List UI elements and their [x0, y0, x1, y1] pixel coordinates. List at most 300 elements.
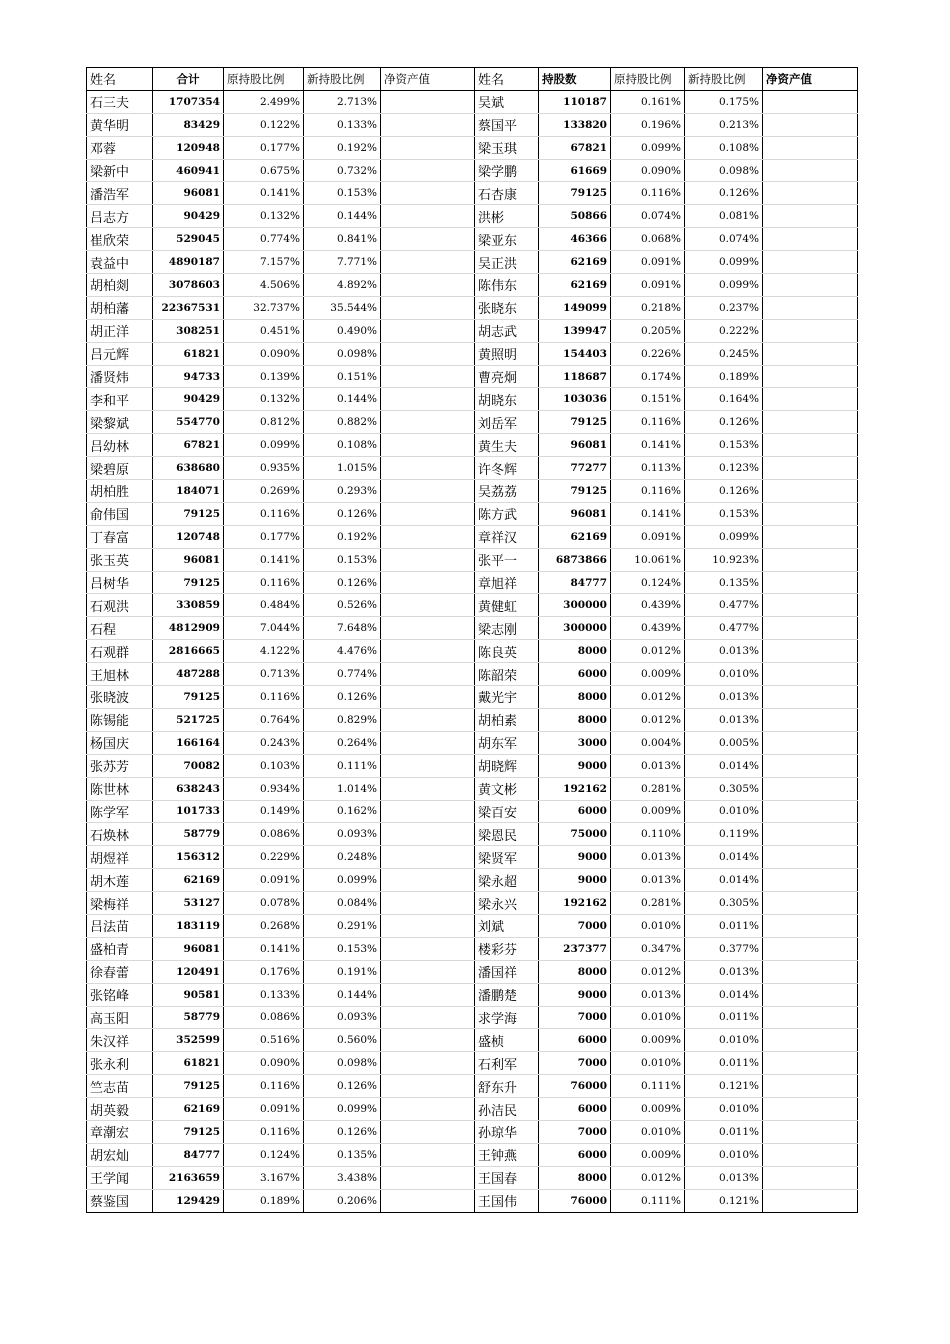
left-net-asset-cell: [381, 411, 475, 434]
left-share-count: 4890187: [153, 251, 224, 274]
table-row: [87, 823, 858, 846]
left-shareholder-name: 胡煜祥: [87, 846, 153, 869]
left-shareholder-name: 黄华明: [87, 113, 153, 136]
right-original-ratio: 0.013%: [611, 846, 685, 869]
right-original-ratio: 0.111%: [611, 1189, 685, 1212]
right-original-ratio: 0.012%: [611, 708, 685, 731]
left-share-count: 79125: [153, 502, 224, 525]
right-shareholder-name: 盛桢: [475, 1029, 539, 1052]
table-row: [87, 205, 858, 228]
right-share-count: 7000: [539, 1120, 611, 1143]
left-net-asset-cell: [381, 1029, 475, 1052]
left-share-count: 22367531: [153, 296, 224, 319]
right-net-asset-cell: [763, 113, 858, 136]
left-new-ratio: 0.093%: [304, 1006, 381, 1029]
right-new-ratio: 0.377%: [685, 937, 763, 960]
right-shareholder-name: 王国春: [475, 1166, 539, 1189]
left-new-ratio: 0.841%: [304, 228, 381, 251]
right-share-count: 79125: [539, 411, 611, 434]
right-new-ratio: 0.189%: [685, 365, 763, 388]
right-shareholder-name: 潘国祥: [475, 960, 539, 983]
right-new-ratio: 0.010%: [685, 1029, 763, 1052]
left-share-count: 90429: [153, 388, 224, 411]
table-row: [87, 663, 858, 686]
left-shareholder-name: 张苏芳: [87, 754, 153, 777]
left-share-count: 3078603: [153, 274, 224, 297]
left-shareholder-name: 梁新中: [87, 159, 153, 182]
left-net-asset-cell: [381, 388, 475, 411]
left-net-asset-cell: [381, 594, 475, 617]
right-new-ratio: 0.013%: [685, 1166, 763, 1189]
right-shareholder-name: 梁永超: [475, 869, 539, 892]
left-share-count: 53127: [153, 892, 224, 915]
left-original-ratio: 0.091%: [224, 1098, 304, 1121]
right-shareholder-name: 章祥汉: [475, 525, 539, 548]
left-shareholder-name: 陈锡能: [87, 708, 153, 731]
table-body: [87, 68, 858, 1213]
right-shareholder-name: 许冬辉: [475, 457, 539, 480]
left-net-asset-cell: [381, 823, 475, 846]
left-net-asset-cell: [381, 90, 475, 113]
left-net-asset-cell: [381, 1120, 475, 1143]
right-new-ratio: 0.099%: [685, 525, 763, 548]
left-share-count: 120948: [153, 136, 224, 159]
header-total: 合计: [153, 68, 224, 91]
left-new-ratio: 0.099%: [304, 869, 381, 892]
table-row: [87, 640, 858, 663]
left-share-count: 120748: [153, 525, 224, 548]
right-net-asset-cell: [763, 823, 858, 846]
table-row: [87, 90, 858, 113]
left-new-ratio: 0.151%: [304, 365, 381, 388]
left-original-ratio: 0.091%: [224, 869, 304, 892]
right-net-asset-cell: [763, 800, 858, 823]
left-new-ratio: 0.126%: [304, 1120, 381, 1143]
table-row: [87, 754, 858, 777]
table-row: [87, 1075, 858, 1098]
left-original-ratio: 0.099%: [224, 434, 304, 457]
right-original-ratio: 0.013%: [611, 983, 685, 1006]
right-net-asset-cell: [763, 1166, 858, 1189]
left-original-ratio: 0.122%: [224, 113, 304, 136]
left-share-count: 79125: [153, 571, 224, 594]
right-net-asset-cell: [763, 1052, 858, 1075]
table-row: [87, 937, 858, 960]
right-net-asset-cell: [763, 434, 858, 457]
right-share-count: 8000: [539, 708, 611, 731]
right-shareholder-name: 黄文彬: [475, 777, 539, 800]
table-row: [87, 365, 858, 388]
left-share-count: 90581: [153, 983, 224, 1006]
left-new-ratio: 7.771%: [304, 251, 381, 274]
right-new-ratio: 0.013%: [685, 640, 763, 663]
left-share-count: 62169: [153, 869, 224, 892]
header-net-asset-right: 净资产值: [763, 68, 858, 91]
left-net-asset-cell: [381, 708, 475, 731]
right-original-ratio: 0.091%: [611, 251, 685, 274]
left-shareholder-name: 吕志方: [87, 205, 153, 228]
left-shareholder-name: 张铭峰: [87, 983, 153, 1006]
header-row: [87, 68, 858, 91]
right-net-asset-cell: [763, 159, 858, 182]
right-share-count: 192162: [539, 777, 611, 800]
left-net-asset-cell: [381, 960, 475, 983]
right-original-ratio: 0.151%: [611, 388, 685, 411]
right-share-count: 103036: [539, 388, 611, 411]
right-original-ratio: 0.141%: [611, 434, 685, 457]
left-new-ratio: 0.291%: [304, 914, 381, 937]
right-shareholder-name: 楼彩芬: [475, 937, 539, 960]
left-net-asset-cell: [381, 731, 475, 754]
right-net-asset-cell: [763, 892, 858, 915]
left-new-ratio: 0.098%: [304, 342, 381, 365]
table-row: [87, 800, 858, 823]
right-new-ratio: 0.153%: [685, 434, 763, 457]
left-shareholder-name: 石焕林: [87, 823, 153, 846]
right-shareholder-name: 洪彬: [475, 205, 539, 228]
right-new-ratio: 0.305%: [685, 892, 763, 915]
right-net-asset-cell: [763, 640, 858, 663]
left-original-ratio: 2.499%: [224, 90, 304, 113]
right-shareholder-name: 梁贤军: [475, 846, 539, 869]
left-new-ratio: 0.153%: [304, 182, 381, 205]
right-shareholder-name: 潘鹏楚: [475, 983, 539, 1006]
right-share-count: 62169: [539, 251, 611, 274]
right-net-asset-cell: [763, 1075, 858, 1098]
right-share-count: 6000: [539, 1029, 611, 1052]
table-row: [87, 1098, 858, 1121]
right-new-ratio: 0.237%: [685, 296, 763, 319]
left-new-ratio: 3.438%: [304, 1166, 381, 1189]
left-net-asset-cell: [381, 274, 475, 297]
right-net-asset-cell: [763, 502, 858, 525]
table-row: [87, 274, 858, 297]
right-share-count: 3000: [539, 731, 611, 754]
left-original-ratio: 0.149%: [224, 800, 304, 823]
right-shareholder-name: 胡志武: [475, 319, 539, 342]
right-net-asset-cell: [763, 663, 858, 686]
table-row: [87, 251, 858, 274]
left-share-count: 156312: [153, 846, 224, 869]
left-new-ratio: 0.126%: [304, 1075, 381, 1098]
right-net-asset-cell: [763, 594, 858, 617]
left-shareholder-name: 邓蓉: [87, 136, 153, 159]
right-net-asset-cell: [763, 1189, 858, 1212]
right-original-ratio: 0.116%: [611, 182, 685, 205]
right-new-ratio: 0.121%: [685, 1189, 763, 1212]
right-shareholder-name: 刘岳军: [475, 411, 539, 434]
header-net-asset-left: 净资产值: [381, 68, 475, 91]
right-net-asset-cell: [763, 686, 858, 709]
left-original-ratio: 0.189%: [224, 1189, 304, 1212]
right-new-ratio: 0.005%: [685, 731, 763, 754]
left-original-ratio: 0.269%: [224, 480, 304, 503]
right-net-asset-cell: [763, 457, 858, 480]
left-new-ratio: 1.015%: [304, 457, 381, 480]
right-share-count: 9000: [539, 754, 611, 777]
right-original-ratio: 0.013%: [611, 869, 685, 892]
right-original-ratio: 0.439%: [611, 617, 685, 640]
right-new-ratio: 0.011%: [685, 1052, 763, 1075]
right-original-ratio: 0.141%: [611, 502, 685, 525]
right-share-count: 110187: [539, 90, 611, 113]
left-shareholder-name: 胡木莲: [87, 869, 153, 892]
right-share-count: 9000: [539, 869, 611, 892]
right-new-ratio: 0.014%: [685, 754, 763, 777]
right-net-asset-cell: [763, 228, 858, 251]
left-net-asset-cell: [381, 937, 475, 960]
left-new-ratio: 0.153%: [304, 937, 381, 960]
right-shareholder-name: 胡晓辉: [475, 754, 539, 777]
right-new-ratio: 0.098%: [685, 159, 763, 182]
table-row: [87, 731, 858, 754]
left-share-count: 330859: [153, 594, 224, 617]
table-row: [87, 113, 858, 136]
right-original-ratio: 0.439%: [611, 594, 685, 617]
table-row: [87, 617, 858, 640]
left-original-ratio: 0.177%: [224, 525, 304, 548]
right-new-ratio: 0.119%: [685, 823, 763, 846]
header-new-ratio-left: 新持股比例: [304, 68, 381, 91]
left-new-ratio: 0.732%: [304, 159, 381, 182]
left-share-count: 4812909: [153, 617, 224, 640]
right-share-count: 62169: [539, 274, 611, 297]
right-new-ratio: 0.010%: [685, 1098, 763, 1121]
header-orig-ratio-right: 原持股比例: [611, 68, 685, 91]
left-original-ratio: 0.934%: [224, 777, 304, 800]
right-new-ratio: 0.013%: [685, 960, 763, 983]
right-original-ratio: 0.113%: [611, 457, 685, 480]
right-share-count: 300000: [539, 594, 611, 617]
right-share-count: 9000: [539, 846, 611, 869]
right-new-ratio: 0.126%: [685, 480, 763, 503]
left-net-asset-cell: [381, 800, 475, 823]
table-row: [87, 869, 858, 892]
left-shareholder-name: 陈学军: [87, 800, 153, 823]
right-net-asset-cell: [763, 1120, 858, 1143]
left-share-count: 2816665: [153, 640, 224, 663]
right-share-count: 50866: [539, 205, 611, 228]
left-share-count: 120491: [153, 960, 224, 983]
right-share-count: 7000: [539, 914, 611, 937]
left-net-asset-cell: [381, 914, 475, 937]
left-new-ratio: 0.162%: [304, 800, 381, 823]
left-net-asset-cell: [381, 136, 475, 159]
right-original-ratio: 0.009%: [611, 1098, 685, 1121]
left-new-ratio: 0.108%: [304, 434, 381, 457]
left-share-count: 1707354: [153, 90, 224, 113]
left-shareholder-name: 胡柏剡: [87, 274, 153, 297]
left-net-asset-cell: [381, 617, 475, 640]
left-new-ratio: 7.648%: [304, 617, 381, 640]
left-net-asset-cell: [381, 869, 475, 892]
right-net-asset-cell: [763, 90, 858, 113]
table-row: [87, 136, 858, 159]
left-net-asset-cell: [381, 663, 475, 686]
left-shareholder-name: 徐春蕾: [87, 960, 153, 983]
right-original-ratio: 0.161%: [611, 90, 685, 113]
table-row: [87, 548, 858, 571]
right-original-ratio: 0.091%: [611, 525, 685, 548]
left-original-ratio: 0.090%: [224, 1052, 304, 1075]
left-original-ratio: 4.506%: [224, 274, 304, 297]
left-new-ratio: 4.892%: [304, 274, 381, 297]
left-net-asset-cell: [381, 457, 475, 480]
left-new-ratio: 0.490%: [304, 319, 381, 342]
left-original-ratio: 0.116%: [224, 1075, 304, 1098]
left-shareholder-name: 章潮宏: [87, 1120, 153, 1143]
left-net-asset-cell: [381, 1189, 475, 1212]
left-original-ratio: 0.132%: [224, 388, 304, 411]
table-row: [87, 1166, 858, 1189]
left-shareholder-name: 胡柏藩: [87, 296, 153, 319]
header-name-left: 姓名: [87, 68, 153, 91]
right-net-asset-cell: [763, 274, 858, 297]
right-original-ratio: 0.068%: [611, 228, 685, 251]
table-row: [87, 502, 858, 525]
right-shareholder-name: 胡东军: [475, 731, 539, 754]
left-net-asset-cell: [381, 548, 475, 571]
right-new-ratio: 0.014%: [685, 983, 763, 1006]
right-share-count: 8000: [539, 1166, 611, 1189]
left-original-ratio: 0.086%: [224, 1006, 304, 1029]
left-net-asset-cell: [381, 640, 475, 663]
right-net-asset-cell: [763, 777, 858, 800]
right-share-count: 96081: [539, 434, 611, 457]
left-share-count: 84777: [153, 1143, 224, 1166]
right-original-ratio: 0.009%: [611, 800, 685, 823]
right-net-asset-cell: [763, 960, 858, 983]
left-new-ratio: 0.098%: [304, 1052, 381, 1075]
right-new-ratio: 0.175%: [685, 90, 763, 113]
table-row: [87, 777, 858, 800]
left-new-ratio: 0.560%: [304, 1029, 381, 1052]
left-shareholder-name: 梁黎斌: [87, 411, 153, 434]
left-share-count: 96081: [153, 937, 224, 960]
right-original-ratio: 0.226%: [611, 342, 685, 365]
right-share-count: 61669: [539, 159, 611, 182]
left-share-count: 96081: [153, 182, 224, 205]
left-new-ratio: 0.882%: [304, 411, 381, 434]
left-new-ratio: 0.126%: [304, 686, 381, 709]
right-net-asset-cell: [763, 914, 858, 937]
right-new-ratio: 0.121%: [685, 1075, 763, 1098]
right-net-asset-cell: [763, 1098, 858, 1121]
right-original-ratio: 0.009%: [611, 1029, 685, 1052]
left-shareholder-name: 吕树华: [87, 571, 153, 594]
left-net-asset-cell: [381, 228, 475, 251]
left-share-count: 62169: [153, 1098, 224, 1121]
left-share-count: 61821: [153, 1052, 224, 1075]
left-share-count: 308251: [153, 319, 224, 342]
left-new-ratio: 0.526%: [304, 594, 381, 617]
right-net-asset-cell: [763, 182, 858, 205]
right-shareholder-name: 吴荔荔: [475, 480, 539, 503]
right-original-ratio: 0.074%: [611, 205, 685, 228]
left-net-asset-cell: [381, 1052, 475, 1075]
right-new-ratio: 0.245%: [685, 342, 763, 365]
left-original-ratio: 0.141%: [224, 182, 304, 205]
left-net-asset-cell: [381, 113, 475, 136]
right-share-count: 8000: [539, 960, 611, 983]
right-shareholder-name: 王钟燕: [475, 1143, 539, 1166]
right-original-ratio: 0.111%: [611, 1075, 685, 1098]
left-net-asset-cell: [381, 159, 475, 182]
right-net-asset-cell: [763, 136, 858, 159]
right-share-count: 154403: [539, 342, 611, 365]
left-shareholder-name: 袁益中: [87, 251, 153, 274]
left-net-asset-cell: [381, 846, 475, 869]
right-new-ratio: 0.074%: [685, 228, 763, 251]
left-share-count: 487288: [153, 663, 224, 686]
right-new-ratio: 0.126%: [685, 411, 763, 434]
table-row: [87, 1143, 858, 1166]
right-new-ratio: 0.477%: [685, 594, 763, 617]
left-share-count: 166164: [153, 731, 224, 754]
left-net-asset-cell: [381, 754, 475, 777]
left-shareholder-name: 吕法苗: [87, 914, 153, 937]
right-net-asset-cell: [763, 411, 858, 434]
right-share-count: 237377: [539, 937, 611, 960]
left-original-ratio: 0.139%: [224, 365, 304, 388]
left-share-count: 554770: [153, 411, 224, 434]
header-name-right: 姓名: [475, 68, 539, 91]
right-share-count: 96081: [539, 502, 611, 525]
table-row: [87, 1120, 858, 1143]
right-shareholder-name: 梁恩民: [475, 823, 539, 846]
right-new-ratio: 0.123%: [685, 457, 763, 480]
left-shareholder-name: 陈世林: [87, 777, 153, 800]
right-original-ratio: 0.091%: [611, 274, 685, 297]
table-row: [87, 296, 858, 319]
left-net-asset-cell: [381, 319, 475, 342]
left-original-ratio: 0.132%: [224, 205, 304, 228]
right-original-ratio: 0.110%: [611, 823, 685, 846]
right-shareholder-name: 戴光宇: [475, 686, 539, 709]
right-net-asset-cell: [763, 1006, 858, 1029]
right-net-asset-cell: [763, 388, 858, 411]
right-net-asset-cell: [763, 1143, 858, 1166]
left-new-ratio: 1.014%: [304, 777, 381, 800]
left-share-count: 460941: [153, 159, 224, 182]
left-shareholder-name: 石三夫: [87, 90, 153, 113]
right-shareholder-name: 黄照明: [475, 342, 539, 365]
right-share-count: 8000: [539, 686, 611, 709]
left-share-count: 67821: [153, 434, 224, 457]
right-original-ratio: 0.012%: [611, 686, 685, 709]
right-new-ratio: 0.222%: [685, 319, 763, 342]
left-share-count: 90429: [153, 205, 224, 228]
left-share-count: 2163659: [153, 1166, 224, 1189]
left-shareholder-name: 王学闻: [87, 1166, 153, 1189]
left-shareholder-name: 崔欣荣: [87, 228, 153, 251]
left-original-ratio: 0.812%: [224, 411, 304, 434]
right-original-ratio: 0.012%: [611, 640, 685, 663]
right-shareholder-name: 舒东升: [475, 1075, 539, 1098]
right-new-ratio: 0.013%: [685, 686, 763, 709]
right-share-count: 9000: [539, 983, 611, 1006]
right-original-ratio: 0.116%: [611, 411, 685, 434]
right-share-count: 77277: [539, 457, 611, 480]
table-row: [87, 892, 858, 915]
right-new-ratio: 0.010%: [685, 800, 763, 823]
table-row: [87, 594, 858, 617]
right-net-asset-cell: [763, 869, 858, 892]
table-row: [87, 686, 858, 709]
right-net-asset-cell: [763, 754, 858, 777]
right-new-ratio: 0.011%: [685, 1006, 763, 1029]
left-share-count: 83429: [153, 113, 224, 136]
